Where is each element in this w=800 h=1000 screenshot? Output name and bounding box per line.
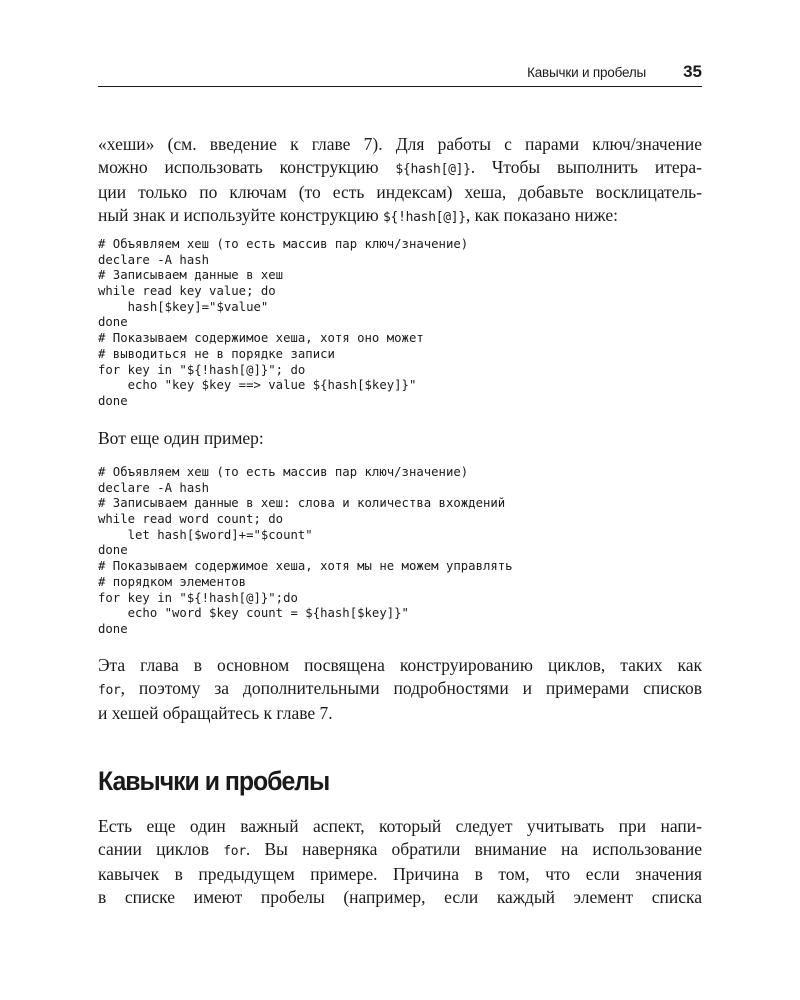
code-line: # выводиться не в порядке записи xyxy=(98,346,335,361)
code-line: declare -A hash xyxy=(98,252,210,267)
text-line xyxy=(98,838,702,864)
code-line: # Показываем содержимое хеша, хотя оно может xyxy=(98,331,424,346)
text-run: . Вы наверняка обратили внимание на использование xyxy=(245,838,702,859)
text-line: кавычек в предыдущем примере. Причина в том, что если значения xyxy=(98,864,702,884)
code-line: done xyxy=(98,543,128,558)
text-line: в списке имеют пробелы (например, если каждый элемент списка xyxy=(98,886,702,907)
section-heading: Кавычки и пробелы xyxy=(98,766,330,796)
paragraph-another-example xyxy=(98,427,702,450)
text-run: . Чтобы выполнить итера- xyxy=(470,156,702,177)
text-line: ции только по ключам (то есть индексам) хеша, добавьте восклицатель- xyxy=(98,182,702,202)
text-line: Есть еще один важный аспект, который следует учитывать при напи- xyxy=(98,816,702,836)
code-line: # порядком элементов xyxy=(98,574,247,589)
text-run: ный знак и используйте конструкцию xyxy=(98,204,384,225)
text-run: можно использовать конструкцию xyxy=(98,156,396,177)
text-line xyxy=(98,677,702,703)
code-line: while read key value; do xyxy=(98,284,276,299)
inline-code: for xyxy=(98,682,121,698)
code-block-hash-example xyxy=(98,237,702,410)
code-line: for key in "${!hash[@]}";do xyxy=(98,590,298,605)
inline-code: for xyxy=(223,843,246,859)
code-line: done xyxy=(98,621,128,636)
text-run: сании циклов xyxy=(98,838,224,859)
text-run: , как показано ниже: xyxy=(465,204,618,225)
code-line: # Объявляем хеш (то есть массив пар ключ/значение) xyxy=(98,237,469,251)
running-header xyxy=(98,62,702,87)
page-number: 35 xyxy=(683,62,702,81)
text-line xyxy=(98,204,702,230)
code-line: done xyxy=(98,315,128,330)
running-title: Кавычки и пробелы xyxy=(527,65,646,80)
code-line: hash[$key]="$value" xyxy=(98,299,269,314)
code-line: done xyxy=(98,393,128,408)
code-line: # Записываем данные в хеш: слова и количества вхождений xyxy=(98,496,506,511)
text-run: , поэтому за дополнительными подробностями и примерами списков xyxy=(120,677,702,698)
code-line: # Записываем данные в хеш xyxy=(98,268,284,283)
text-line: Эта глава в основном посвящена конструированию циклов, таких как xyxy=(98,655,702,675)
paragraph-hash-intro xyxy=(98,133,702,229)
code-line: echo "word $key count = ${hash[$key]}" xyxy=(98,606,409,621)
code-line: for key in "${!hash[@]}"; do xyxy=(98,362,306,377)
code-line: while read word count; do xyxy=(98,512,284,527)
text-line: Вот еще один пример: xyxy=(98,428,264,448)
code-line: # Показываем содержимое хеша, хотя мы не можем управлять xyxy=(98,559,513,574)
inline-code: ${hash[@]} xyxy=(395,161,471,177)
code-line: # Объявляем хеш (то есть массив пар ключ/значение) xyxy=(98,465,469,479)
code-line: let hash[$word]+="$count" xyxy=(98,527,313,542)
text-line: и хешей обращайтесь к главе 7. xyxy=(98,703,333,723)
paragraph-quotes-spaces xyxy=(98,815,702,908)
text-line xyxy=(98,156,702,182)
paragraph-chapter-note xyxy=(98,654,702,725)
code-block-word-count-example xyxy=(98,465,702,638)
code-line: declare -A hash xyxy=(98,480,210,495)
inline-code: ${!hash[@]} xyxy=(383,209,466,225)
text-line: «хеши» (см. введение к главе 7). Для работы с парами ключ/значение xyxy=(98,134,702,154)
code-line: echo "key $key ==> value ${hash[$key]}" xyxy=(98,378,417,393)
